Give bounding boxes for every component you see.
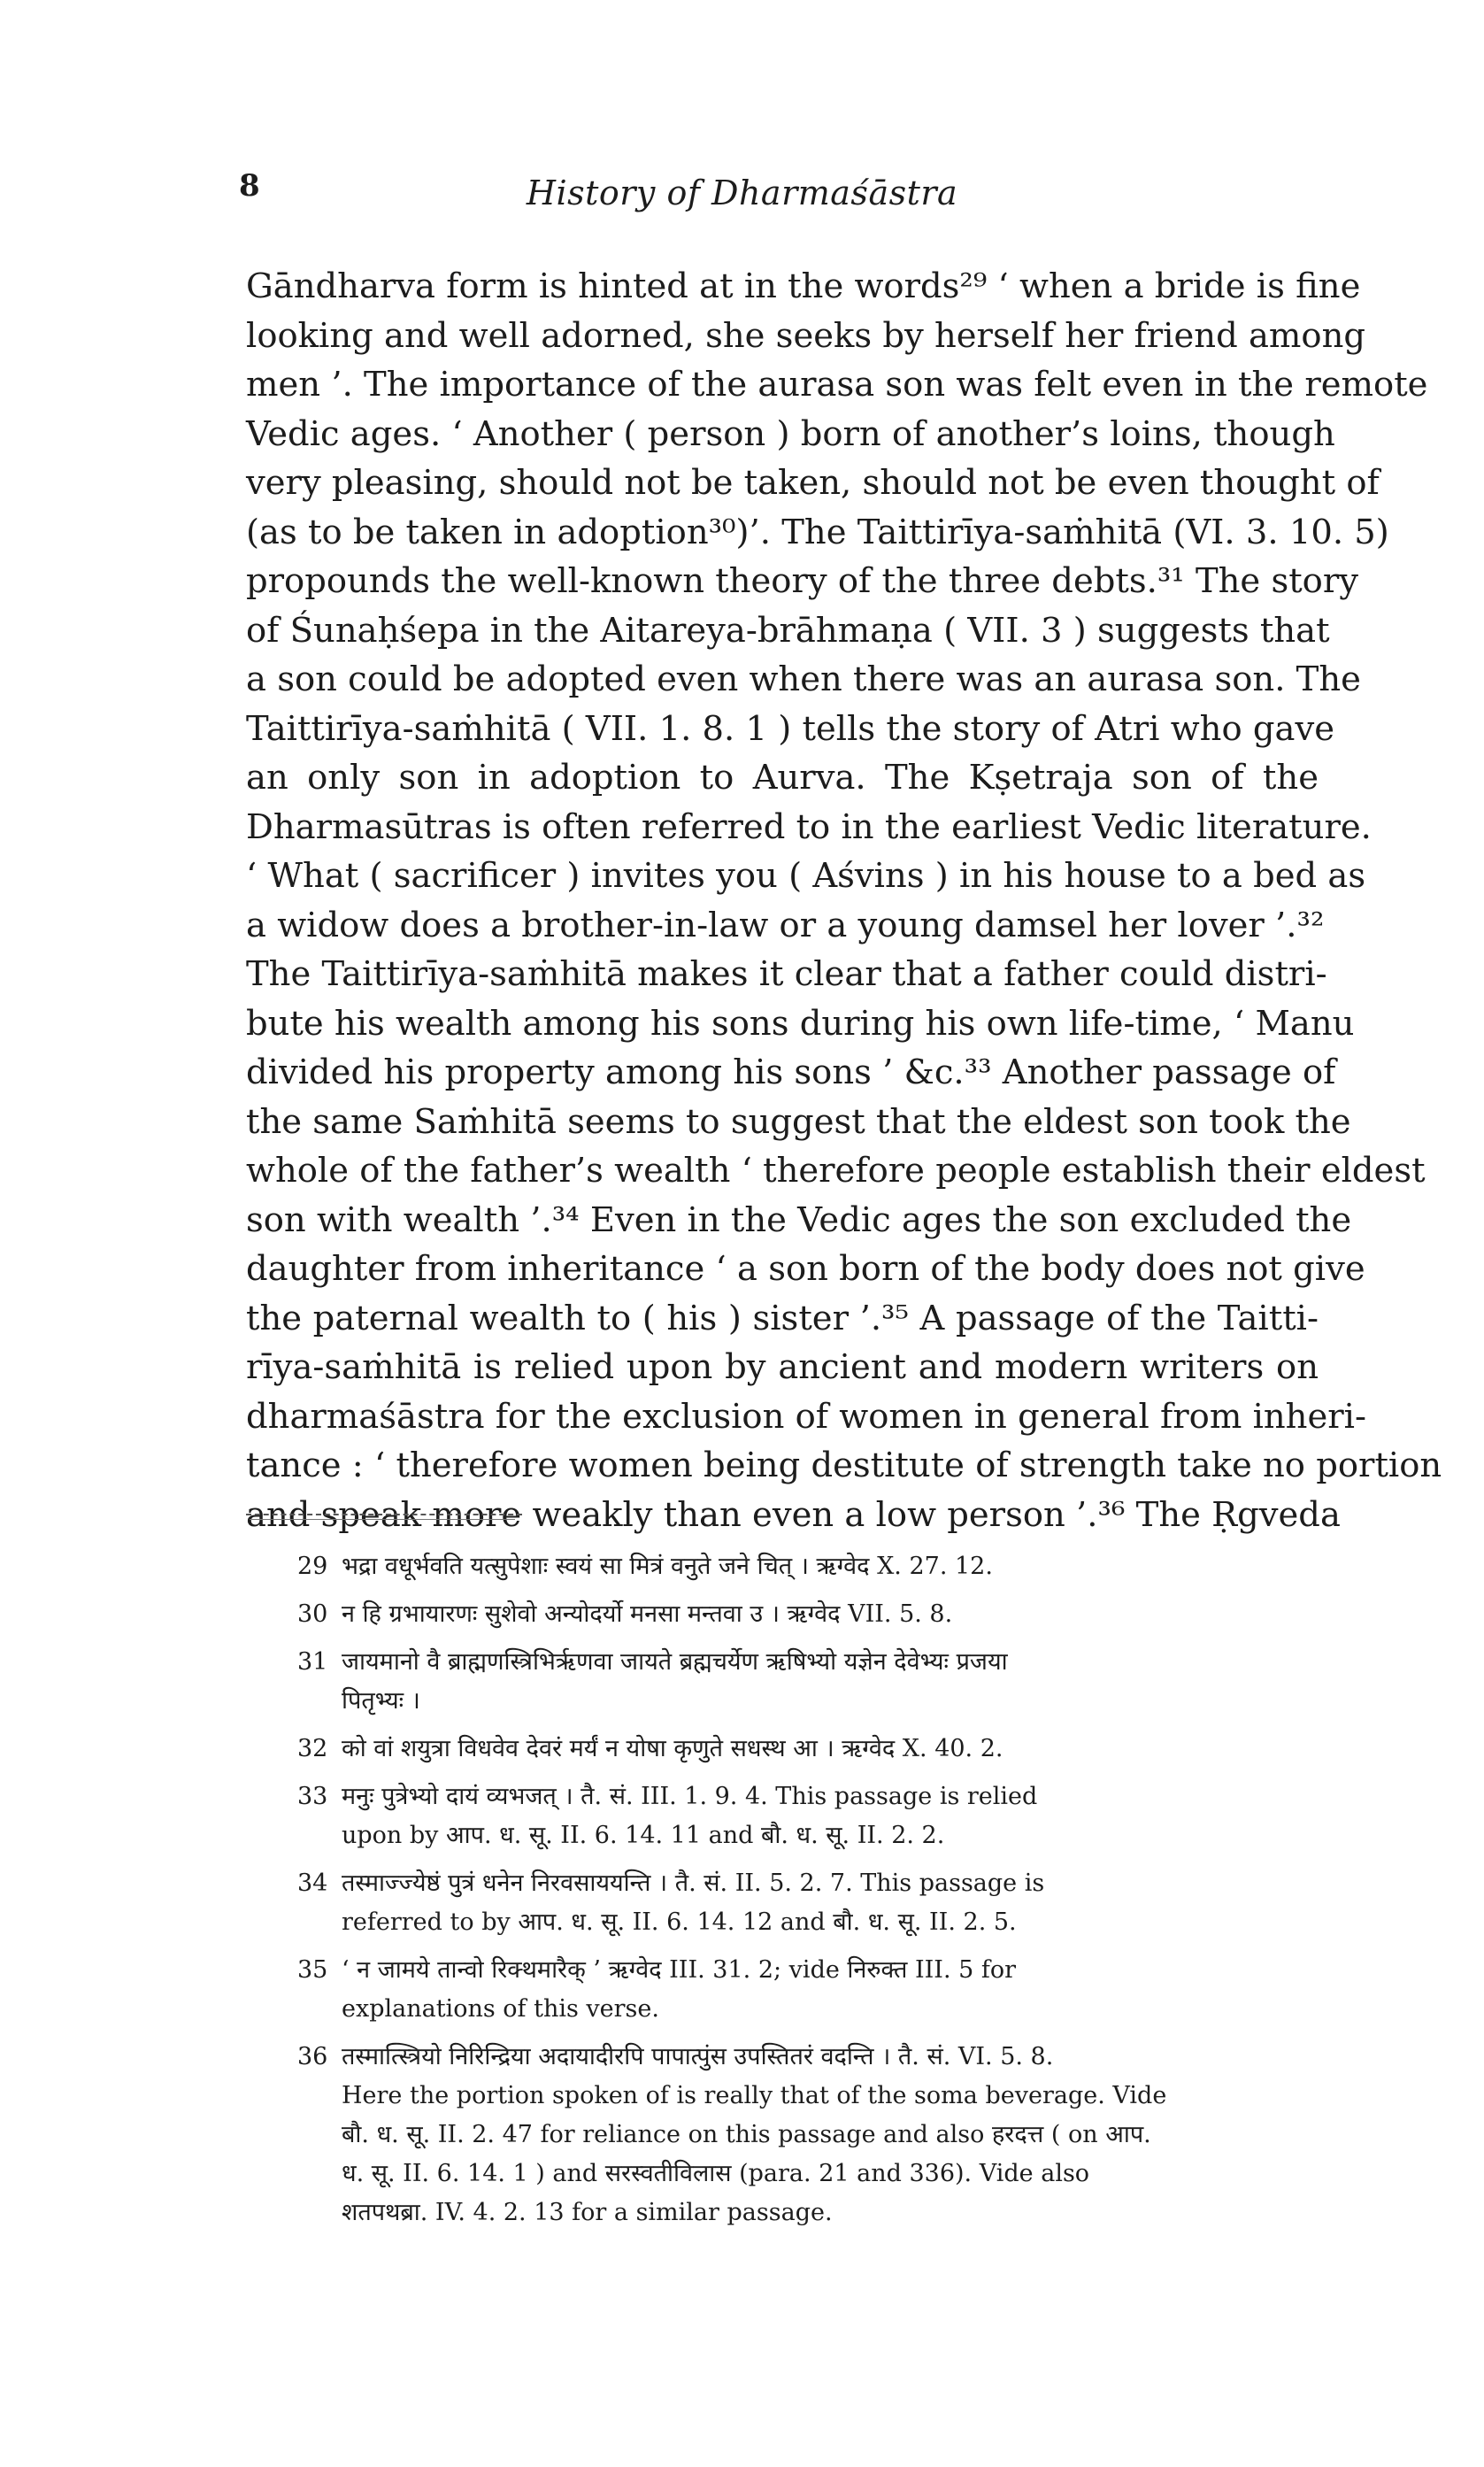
- footnote-line: जायमानो वै ब्राह्मणस्त्रिभिर्ऋणवा जायते ब्रह्मचर्येण ऋषिभ्यो यज्ञेन देवेभ्यः प्रजया: [342, 1648, 1008, 1676]
- footnotes: [299, 1547, 1304, 2241]
- body-line: the same Saṁhitā seems to suggest that the eldest son took the: [246, 1101, 1351, 1142]
- footnote: [299, 1951, 1304, 2029]
- footnote-text: [342, 1643, 1304, 1721]
- footnote-text: [342, 1777, 1304, 1855]
- body-line: propounds the well-known theory of the three debts.³¹ The story: [246, 561, 1359, 601]
- footnote: [299, 1864, 1304, 1942]
- footnote: [299, 2038, 1304, 2232]
- footnote-separator-line: [250, 1519, 515, 1520]
- footnote: [299, 1547, 1304, 1586]
- footnote-number: 35: [297, 1956, 328, 1984]
- footnote-text: [342, 1864, 1304, 1942]
- footnote-text: [342, 2038, 1304, 2232]
- body-line: an only son in adoption to Aurva. The Kṣetraja son of the: [246, 758, 1319, 798]
- body-line: tance : ‘ therefore women being destitute of strength take no portion: [246, 1446, 1442, 1485]
- body-line: and speak more weakly than even a low person ’.³⁶ The Ṛgveda: [246, 1494, 1341, 1535]
- footnote-text: [342, 1547, 1304, 1586]
- footnote-line: बौ. ध. सू. II. 2. 47 for reliance on this passage and also हरदत्त ( on आप.: [342, 2121, 1151, 2148]
- footnote-line: मनुः पुत्रेभ्यो दायं व्यभजत् । तै. सं. III. 1. 9. 4. This passage is relied: [342, 1783, 1038, 1810]
- body-line: Gāndharva form is hinted at in the words²⁹ ‘ when a bride is fine: [246, 266, 1361, 306]
- body-line: Vedic ages. ‘ Another ( person ) born of another’s loins, though: [246, 413, 1335, 454]
- body-line: (as to be taken in adoption³⁰)’. The Taittirīya-saṁhitā (VI. 3. 10. 5): [246, 512, 1389, 552]
- body-line: a son could be adopted even when there was an aurasa son. The: [246, 659, 1361, 699]
- running-head: History of Dharmaśāstra: [526, 173, 958, 212]
- footnote-line: पितृभ्यः ।: [342, 1687, 420, 1715]
- footnote-number: 29: [297, 1553, 328, 1580]
- footnote-line: ‘ न जामये तान्वो रिक्थमारैक् ’ ऋग्वेद III. 31. 2; vide निरुक्त III. 5 for: [342, 1956, 1017, 1984]
- body-line: a widow does a brother-in-law or a young damsel her lover ’.³²: [246, 905, 1325, 945]
- footnote-text: [342, 1595, 1304, 1634]
- footnote-line: explanations of this verse.: [342, 1995, 659, 2023]
- footnote-number: 32: [297, 1735, 328, 1762]
- footnote-line: न हि ग्रभायारणः सुशेवो अन्योदर्यो मनसा मन्तवा उ । ऋग्वेद VII. 5. 8.: [342, 1600, 953, 1628]
- footnote-line: शतपथब्रा. IV. 4. 2. 13 for a similar passage.: [342, 2199, 833, 2226]
- body-line: the paternal wealth to ( his ) sister ’.³⁵ A passage of the Taitti-: [246, 1298, 1319, 1338]
- footnote-number: 31: [297, 1648, 328, 1676]
- body-line: son with wealth ’.³⁴ Even in the Vedic ages the son excluded the: [246, 1199, 1352, 1240]
- body-line: of Śunaḥśepa in the Aitareya-brāhmaṇa ( VII. 3 ) suggests that: [246, 610, 1330, 651]
- footnote-line: referred to by आप. ध. सू. II. 6. 14. 12 and बौ. ध. सू. II. 2. 5.: [342, 1908, 1017, 1936]
- footnote: [299, 1595, 1304, 1634]
- footnote-text: [342, 1730, 1304, 1769]
- body-line: Dharmasūtras is often referred to in the earliest Vedic literature.: [246, 806, 1372, 847]
- body-line: looking and well adorned, she seeks by herself her friend among: [246, 315, 1366, 356]
- footnote-line: तस्मात्स्त्रियो निरिन्द्रिया अदायादीरपि पापात्पुंस उपस्तितरं वदन्ति । तै. सं. VI. 5. 8.: [342, 2043, 1054, 2070]
- footnote-line: upon by आप. ध. सू. II. 6. 14. 11 and बौ. ध. सू. II. 2. 2.: [342, 1822, 945, 1849]
- body-line: very pleasing, should not be taken, should not be even thought of: [246, 463, 1380, 503]
- footnote-number: 34: [297, 1870, 328, 1897]
- body-line: daughter from inheritance ‘ a son born of the body does not give: [246, 1249, 1365, 1289]
- footnote: [299, 1643, 1304, 1721]
- body-line: dharmaśāstra for the exclusion of women in general from inheri-: [246, 1396, 1366, 1437]
- footnote-line: तस्माज्ज्येष्ठं पुत्रं धनेन निरवसाययन्ति । तै. सं. II. 5. 2. 7. This passage is: [342, 1870, 1045, 1897]
- page-number: 8: [239, 168, 260, 204]
- body-line: men ’. The importance of the aurasa son was felt even in the remote: [246, 365, 1428, 405]
- body-line: whole of the father’s wealth ‘ therefore people establish their eldest: [246, 1151, 1426, 1191]
- body-line: The Taittirīya-saṁhitā makes it clear that a father could distri-: [246, 954, 1327, 994]
- footnote-separator: [246, 1514, 522, 1515]
- footnote-number: 36: [297, 2043, 328, 2070]
- footnote-number: 30: [297, 1600, 328, 1628]
- body-line: rīya-saṁhitā is relied upon by ancient and modern writers on: [246, 1347, 1319, 1387]
- body-text: [246, 262, 1442, 1539]
- body-line: divided his property among his sons ’ &c.³³ Another passage of: [246, 1052, 1336, 1092]
- footnote-line: Here the portion spoken of is really that of the soma beverage. Vide: [342, 2082, 1167, 2109]
- footnote-number: 33: [297, 1783, 328, 1810]
- body-line: bute his wealth among his sons during his own life-time, ‘ Manu: [246, 1003, 1355, 1044]
- footnote-line: ध. सू. II. 6. 14. 1 ) and सरस्वतीविलास (para. 21 and 336). Vide also: [342, 2160, 1090, 2187]
- footnote: [299, 1777, 1304, 1855]
- footnote: [299, 1730, 1304, 1769]
- body-line: Taittirīya-saṁhitā ( VII. 1. 8. 1 ) tells the story of Atri who gave: [246, 708, 1335, 749]
- footnote-line: को वां शयुत्रा विधवेव देवरं मर्यं न योषा कृणुते सधस्थ आ । ऋग्वेद X. 40. 2.: [342, 1735, 1003, 1762]
- footnote-text: [342, 1951, 1304, 2029]
- body-line: ‘ What ( sacrificer ) invites you ( Aśvins ) in his house to a bed as: [246, 856, 1366, 896]
- footnote-line: भद्रा वधूर्भवति यत्सुपेशाः स्वयं सा मित्रं वनुते जने चित् । ऋग्वेद X. 27. 12.: [342, 1553, 993, 1580]
